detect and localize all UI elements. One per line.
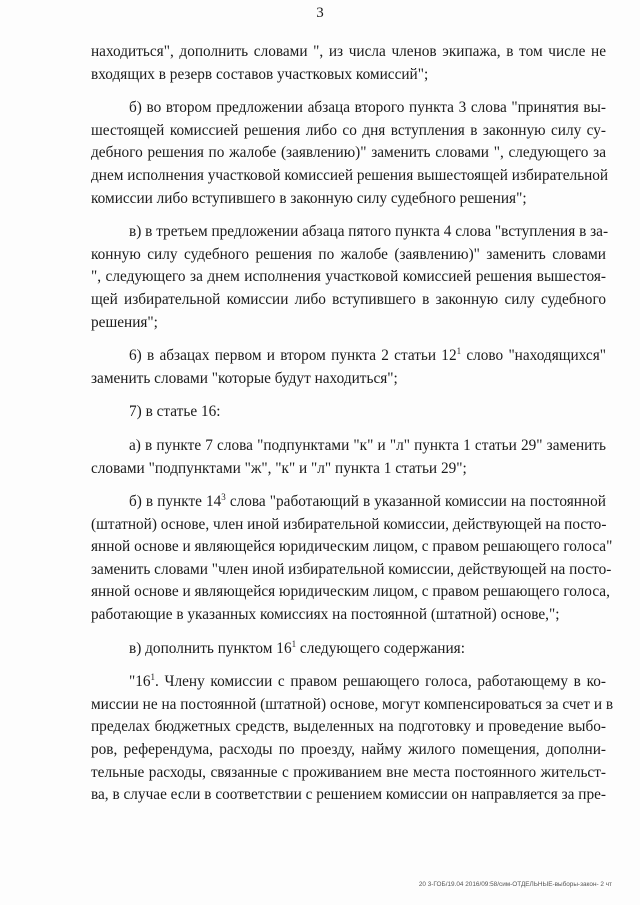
- superscript: 3: [221, 492, 226, 503]
- document-body: [91, 41, 614, 807]
- superscript: 1: [291, 638, 297, 649]
- text-fragment: б) в пункте 14: [129, 493, 222, 511]
- text-line: решения";: [91, 313, 158, 331]
- text-line: [91, 638, 606, 661]
- text-line: а) в пункте 7 слова "подпунктами "к" и "л" пункта 1 статьи 29" заменить: [129, 436, 606, 454]
- paragraph-item-b2: [91, 491, 613, 627]
- text-line: 7) в статье 16:: [129, 403, 221, 421]
- text-fragment: слово "находящихся": [461, 347, 606, 365]
- superscript: 1: [150, 672, 156, 683]
- text-line: янной основе и являющейся юридическим лицом, с правом решающего голоса,: [91, 583, 610, 601]
- text-fragment: "16: [129, 673, 151, 691]
- text-line: находиться", дополнить словами ", из числа членов экипажа, в том числе не: [91, 43, 606, 60]
- paragraph-continuation: [91, 41, 606, 86]
- text-line: [91, 345, 606, 368]
- text-line: дебного решения по жалобе (заявлению)" заменить словами ", следующего за: [91, 144, 606, 162]
- text-fragment: следующего содержания:: [296, 639, 465, 657]
- text-line: шестоящей комиссией решения либо со дня вступления в законную силу су-: [91, 121, 606, 139]
- text-line: в) в третьем предложении абзаца пятого пункта 4 слова "вступления в за-: [129, 223, 609, 241]
- text-line: комиссии либо вступившего в законную силу судебного решения";: [91, 189, 527, 207]
- text-fragment: . Члену комиссии с правом решающего голоса, работающему в ко-: [155, 673, 606, 691]
- text-line: входящих в резерв составов участковых комиссий";: [91, 65, 429, 83]
- paragraph-item-v: [91, 221, 609, 334]
- text-line: заменить словами "член иной избирательной комиссии, действующей на посто-: [91, 560, 612, 578]
- superscript: 1: [456, 346, 462, 357]
- document-footer: 20 3-ГОБ/19.04 2016/09:58/сим-ОТДЕЛЬНЫЕ-выборы-закон- 2 чт: [418, 881, 612, 888]
- text-line: янной основе и являющейся юридическим лицом, с правом решающего голоса": [91, 538, 613, 556]
- page-number: 3: [316, 5, 324, 21]
- text-line: словами "подпунктами "ж", "к" и "л" пункта 1 статьи 29";: [91, 459, 467, 477]
- text-fragment: 6) в абзацах первом и втором пункта 2 статьи 12: [129, 347, 457, 365]
- text-line: тельные расходы, связанные с проживанием вне места постоянного жительст-: [91, 763, 606, 781]
- text-line: [91, 491, 606, 514]
- text-fragment: в) дополнить пунктом 16: [129, 639, 292, 657]
- text-line: заменить словами "которые будут находиться";: [91, 369, 398, 387]
- paragraph-item-a: [91, 435, 606, 480]
- text-fragment: слова "работающий в указанной комиссии на постоянной: [225, 493, 606, 511]
- paragraph-item-7: [91, 401, 606, 424]
- text-line: миссии не на постоянной (штатной) основе, могут компенсироваться за счет и в: [91, 695, 614, 713]
- text-line: пределах бюджетных средств, выделенных на подготовку и проведение выбо-: [91, 718, 606, 736]
- paragraph-item-v2: [91, 638, 606, 661]
- text-line: б) во втором предложении абзаца второго пункта 3 слова "принятия вы-: [129, 99, 606, 117]
- paragraph-quoted-16-1: [91, 671, 614, 807]
- text-line: работающие в указанных комиссиях на постоянной (штатной) основе,";: [91, 606, 560, 624]
- text-line: (штатной) основе, член иной избирательной комиссии, действующей на посто-: [91, 515, 607, 533]
- paragraph-item-b: [91, 97, 609, 210]
- text-line: днем исполнения участковой комиссией решения вышестоящей избирательной: [91, 166, 609, 184]
- text-line: ", следующего за днем исполнения участковой комиссией решения вышестоя-: [91, 268, 606, 286]
- text-line: ва, в случае если в соответствии с решением комиссии он направляется за пре-: [91, 786, 606, 804]
- text-line: [91, 671, 606, 694]
- text-line: щей избирательной комиссии либо вступившего в законную силу судебного: [91, 290, 606, 308]
- paragraph-item-6: [91, 345, 606, 390]
- text-line: конную силу судебного решения по жалобе (заявлению)" заменить словами: [91, 245, 606, 263]
- text-line: ров, референдума, расходы по проезду, найму жилого помещения, дополни-: [91, 741, 606, 759]
